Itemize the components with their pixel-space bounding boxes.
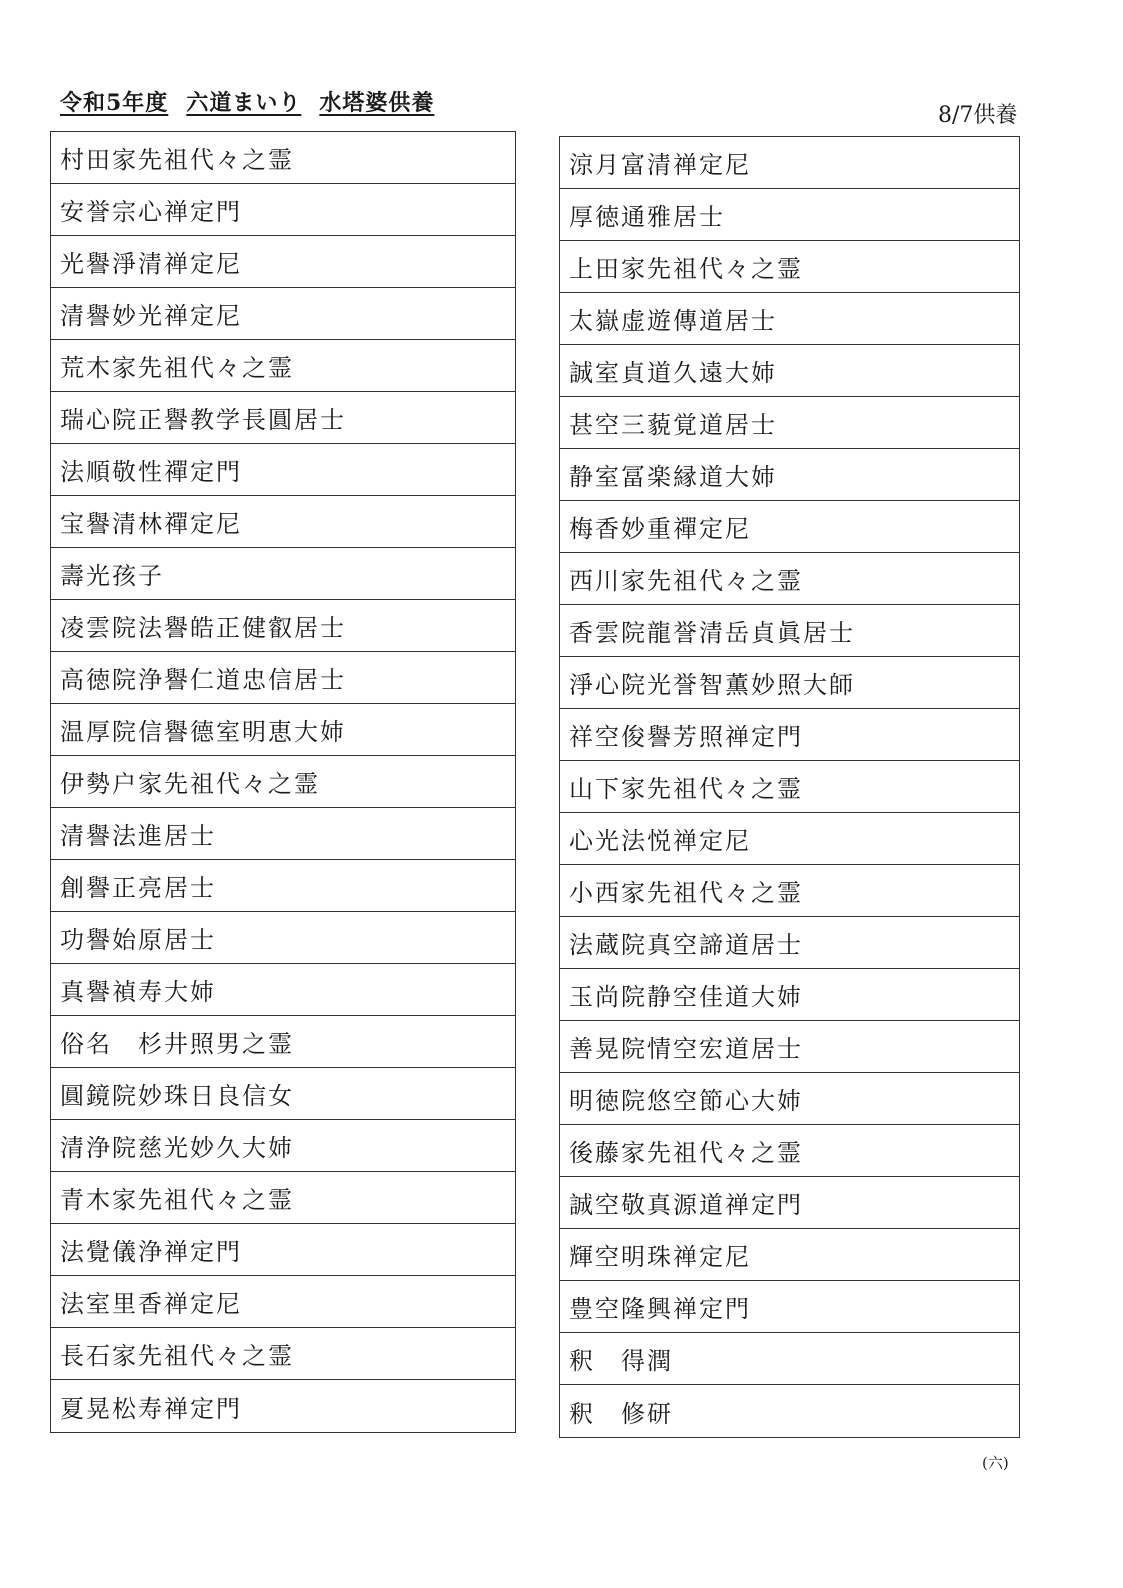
table-row: 長石家先祖代々之霊: [51, 1328, 515, 1380]
table-row: 凌雲院法譽皓正健叡居士: [51, 600, 515, 652]
page-number: (六): [982, 1454, 1009, 1472]
table-row: 明徳院悠空節心大姉: [560, 1073, 1019, 1125]
table-row: 清浄院慈光妙久大姉: [51, 1120, 515, 1172]
left-name-table: [50, 131, 516, 1433]
table-row: 村田家先祖代々之霊: [51, 132, 515, 184]
table-row: 釈 修研: [569, 1399, 673, 1428]
document-title: [60, 86, 434, 117]
service-date: 8/7供養: [938, 103, 1018, 128]
table-row: 小西家先祖代々之霊: [560, 865, 1019, 917]
table-row: 西川家先祖代々之霊: [560, 553, 1019, 605]
table-row: 清譽法進居士: [51, 808, 515, 860]
table-row: 荒木家先祖代々之霊: [51, 340, 515, 392]
table-row: 清譽妙光禅定尼: [51, 288, 515, 340]
title-event: 六道まいり: [186, 90, 302, 116]
table-row: 真譽禎寿大姉: [51, 964, 515, 1016]
table-row: 光譽淨清禅定尼: [51, 236, 515, 288]
title-service: 水塔婆供養: [319, 90, 435, 116]
table-row: 誠室貞道久遠大姉: [560, 345, 1019, 397]
right-name-table: [559, 136, 1020, 1438]
title-era-year: 令和5年度: [60, 90, 169, 116]
table-row: 夏晃松寿禅定門: [60, 1394, 242, 1423]
table-row: 祥空俊譽芳照禅定門: [560, 709, 1019, 761]
table-row: 安誉宗心禅定門: [51, 184, 515, 236]
table-row: 輝空明珠禅定尼: [560, 1229, 1019, 1281]
table-row: 瑞心院正譽教学長圓居士: [51, 392, 515, 444]
table-row: 宝譽清林禪定尼: [51, 496, 515, 548]
table-row: 釈 得潤: [560, 1333, 1019, 1385]
table-row: 高徳院浄譽仁道忠信居士: [51, 652, 515, 704]
table-row: 伊勢户家先祖代々之霊: [51, 756, 515, 808]
table-row: 温厚院信譽德室明恵大姉: [51, 704, 515, 756]
table-row: 豊空隆興禅定門: [560, 1281, 1019, 1333]
table-row: 静室冨楽縁道大姉: [560, 449, 1019, 501]
table-row: 香雲院龍誉清岳貞眞居士: [560, 605, 1019, 657]
table-row: 淨心院光誉智薫妙照大師: [560, 657, 1019, 709]
table-row: 壽光孩子: [51, 548, 515, 600]
table-row: 心光法悦禅定尼: [560, 813, 1019, 865]
table-row: 上田家先祖代々之霊: [560, 241, 1019, 293]
table-row: 法室里香禅定尼: [51, 1276, 515, 1328]
table-row: 梅香妙重禪定尼: [560, 501, 1019, 553]
table-row: 後藤家先祖代々之霊: [560, 1125, 1019, 1177]
table-row: 俗名 杉井照男之霊: [51, 1016, 515, 1068]
table-row: 青木家先祖代々之霊: [51, 1172, 515, 1224]
table-row: 圓鏡院妙珠日良信女: [51, 1068, 515, 1120]
table-row: 山下家先祖代々之霊: [560, 761, 1019, 813]
table-row: 善晃院情空宏道居士: [560, 1021, 1019, 1073]
table-row: 創譽正亮居士: [51, 860, 515, 912]
table-row: 涼月富清禅定尼: [560, 137, 1019, 189]
table-row: 法蔵院真空諦道居士: [560, 917, 1019, 969]
table-row: 法順敬性禪定門: [51, 444, 515, 496]
table-row: 甚空三藐覚道居士: [560, 397, 1019, 449]
table-row: 法覺儀浄禅定門: [51, 1224, 515, 1276]
table-row: 太嶽虚遊傳道居士: [560, 293, 1019, 345]
table-row: 功譽始原居士: [51, 912, 515, 964]
table-row: 誠空敬真源道禅定門: [560, 1177, 1019, 1229]
table-row: 厚徳通雅居士: [560, 189, 1019, 241]
table-row: 玉尚院静空佳道大姉: [560, 969, 1019, 1021]
